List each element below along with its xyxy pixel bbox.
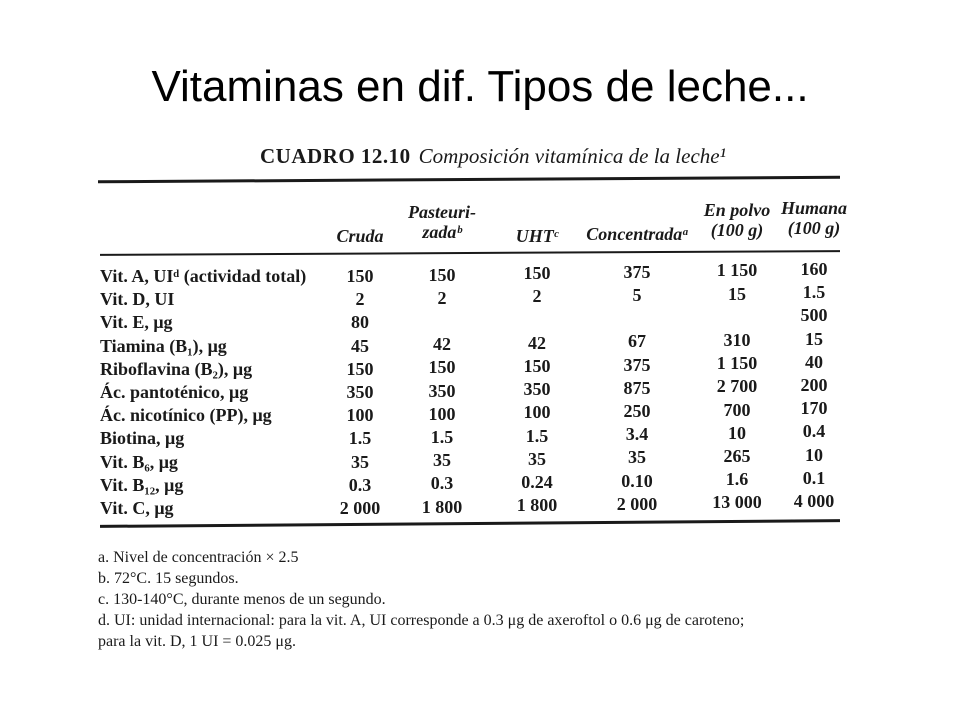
table-cell: 35 <box>351 451 369 472</box>
table-cell: 2 <box>437 287 447 308</box>
table-cell: 1 150 <box>716 353 758 374</box>
table-cell: 100 <box>346 405 374 426</box>
header-rule <box>100 250 840 256</box>
top-rule <box>98 176 840 184</box>
table-caption <box>260 144 726 169</box>
table-cell: 150 <box>428 264 456 285</box>
table-cell: 0.4 <box>802 421 826 442</box>
table-cell: 0.24 <box>521 472 553 492</box>
table-cell: 265 <box>723 446 751 466</box>
table-cell: 500 <box>800 305 828 326</box>
row-label: Tiamina (B₁), μg <box>100 335 227 356</box>
table-cell: 3.4 <box>625 424 649 445</box>
table-cell: 10 <box>728 422 746 443</box>
table-cell: 2 700 <box>716 376 758 397</box>
table-cell: 42 <box>528 332 546 353</box>
table-cell: 375 <box>623 354 651 375</box>
table-cell: 1.5 <box>525 425 549 446</box>
table-cell: 0.1 <box>802 467 826 488</box>
slide-title: Vitaminas en dif. Tipos de leche... <box>151 62 809 111</box>
column-header: Cruda <box>336 226 384 246</box>
table-cell: 40 <box>805 351 823 372</box>
column-header: Humana (100 g) <box>780 198 848 238</box>
table-cell: 45 <box>351 335 369 356</box>
table-cell: 310 <box>723 330 751 350</box>
table-cell: 4 000 <box>793 491 835 511</box>
row-label: Riboflavina (B₂), μg <box>100 358 253 379</box>
table-cell: 35 <box>628 447 646 468</box>
column-header: Concentradaᵃ <box>586 224 688 244</box>
table-cell: 1.6 <box>725 469 749 490</box>
table-cell: 42 <box>433 334 451 355</box>
table-cell: 67 <box>628 331 646 352</box>
footnote: a. Nivel de concentración × 2.5 <box>98 549 299 566</box>
table-cell: 150 <box>523 356 551 376</box>
footnote: b. 72°C. 15 segundos. <box>98 570 239 587</box>
table-cell: 700 <box>723 399 751 420</box>
table-cell: 1 800 <box>421 496 463 517</box>
footnote: c. 130-140°C, durante menos de un segundo. <box>98 591 386 608</box>
table-cell: 160 <box>800 259 828 279</box>
row-label: Vit. B₆, μg <box>100 451 178 472</box>
row-label: Vit. B₁₂, μg <box>100 474 184 495</box>
table-cell: 100 <box>428 403 456 424</box>
row-label: Vit. A, UIᵈ (actividad total) <box>100 266 307 286</box>
footnote: para la vit. D, 1 UI = 0.025 μg. <box>98 633 297 650</box>
table-cell: 200 <box>800 375 828 395</box>
table-cell: 2 <box>532 286 542 307</box>
table-cell: 150 <box>346 358 374 379</box>
row-label: Vit. D, UI <box>100 289 175 310</box>
caption-label: CUADRO 12.10 <box>260 144 411 168</box>
table-cell: 170 <box>800 398 828 419</box>
row-label: Vit. E, μg <box>100 312 173 333</box>
table-cell: 1.5 <box>430 427 454 447</box>
table-cell: 1 150 <box>716 260 758 281</box>
table-cell: 350 <box>523 379 551 400</box>
row-label: Biotina, μg <box>100 428 185 449</box>
footnote: d. UI: unidad internacional: para la vit. A, UI corresponde a 0.3 μg de axeroftol o 0.6 μg de caroteno; <box>98 612 745 629</box>
table-cell: 1.5 <box>348 428 372 449</box>
table-cell: 2 <box>355 289 365 310</box>
table-cell: 100 <box>523 402 551 423</box>
table-cell: 10 <box>805 444 823 465</box>
table-cell: 350 <box>346 382 374 402</box>
table-cell: 875 <box>623 377 651 398</box>
row-label: Ác. pantoténico, μg <box>100 382 249 402</box>
table-cell: 35 <box>433 450 451 471</box>
table-cell: 2 000 <box>339 498 381 518</box>
table-cell: 5 <box>632 285 642 305</box>
table-cell: 150 <box>428 357 456 378</box>
table-cell: 13 000 <box>712 492 762 513</box>
table-cell: 0.10 <box>621 470 653 491</box>
row-label: Ác. nicotínico (PP), μg <box>100 405 272 426</box>
bottom-rule <box>100 519 840 528</box>
table-cell: 80 <box>351 312 369 333</box>
table-cell: 0.3 <box>348 474 372 495</box>
table-cell: 1 800 <box>516 495 558 516</box>
column-header: En polvo (100 g) <box>703 200 771 240</box>
table-cell: 15 <box>805 328 823 349</box>
table-cell: 0.3 <box>430 473 454 494</box>
table-cell: 375 <box>623 261 651 282</box>
table-cell: 150 <box>523 263 551 284</box>
table-cell: 150 <box>346 266 374 286</box>
table-cell: 250 <box>623 401 651 421</box>
table-cell: 1.5 <box>802 282 826 303</box>
caption-text: Composición vitamínica de la leche¹ <box>418 144 726 168</box>
table-cell: 2 000 <box>616 493 658 514</box>
row-label: Vit. C, μg <box>100 498 174 518</box>
table-cell: 35 <box>528 448 546 469</box>
scanned-table <box>92 140 862 665</box>
table-cell: 15 <box>728 283 746 304</box>
column-header: Pasteuri- zadaᵇ <box>407 202 476 242</box>
table-cell: 350 <box>428 380 456 401</box>
column-header: UHTᶜ <box>515 226 559 246</box>
